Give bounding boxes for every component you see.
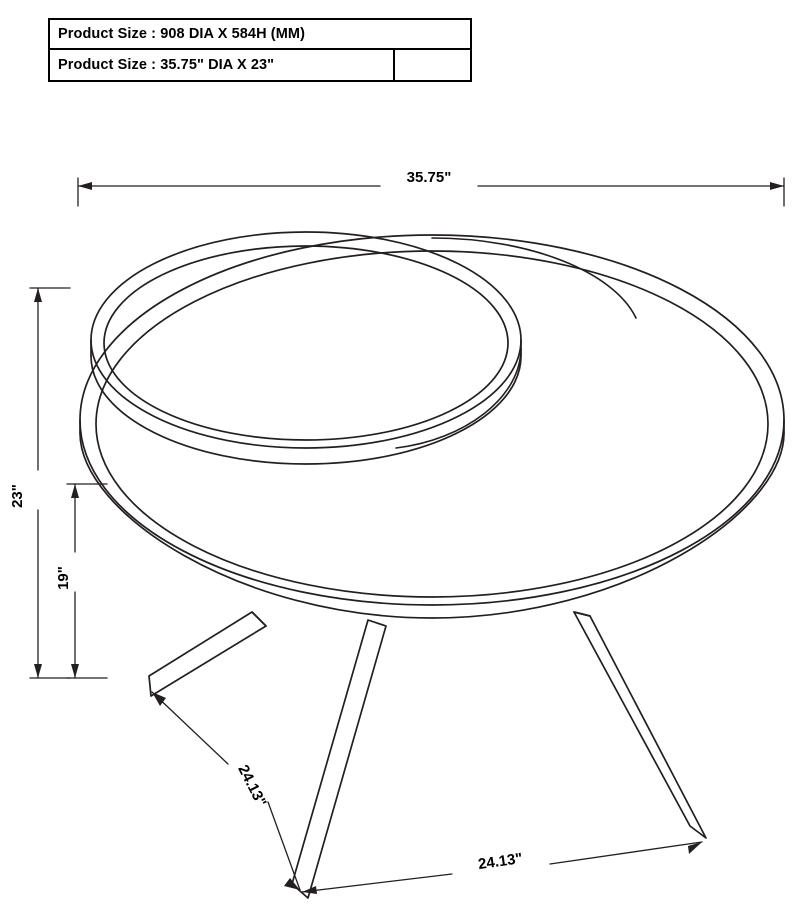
table-legs <box>149 612 706 898</box>
dimension-label-leg-span-left: 24.13" <box>234 762 270 810</box>
dimension-label-overall-height: 23" <box>9 484 26 508</box>
dimension-leg-span-left <box>152 692 300 890</box>
lower-tabletop <box>80 235 784 618</box>
dimension-lower-height <box>67 484 107 678</box>
table-riser <box>396 238 636 448</box>
upper-tabletop <box>91 232 521 464</box>
dimension-label-leg-span-right: 24.13" <box>477 850 524 874</box>
product-size-mm-label: Product Size : 908 DIA X 584H (MM) <box>58 26 305 42</box>
dimension-overall-height <box>30 288 70 678</box>
dimension-label-lower-height: 19" <box>55 566 72 590</box>
product-size-inch-label: Product Size : 35.75" DIA X 23" <box>58 57 275 73</box>
dimension-label-top-width: 35.75" <box>406 169 452 186</box>
